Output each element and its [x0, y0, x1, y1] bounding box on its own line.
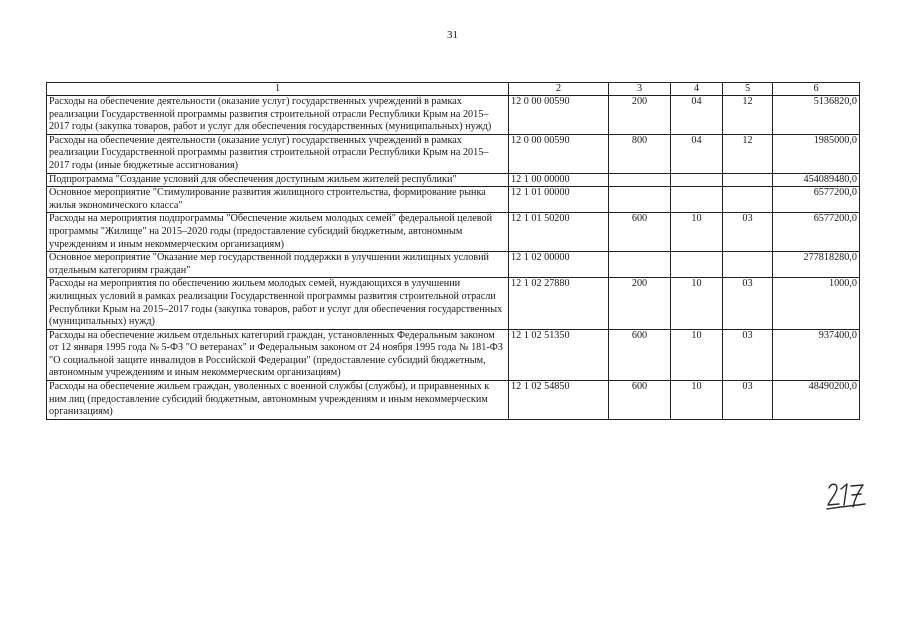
table-row — [47, 134, 860, 173]
row-col3: 200 — [609, 278, 671, 329]
row-col4 — [671, 187, 723, 213]
row-name: Основное мероприятие "Стимулирование развития жилищного строительства, формирование рынка жилья экономического класса" — [47, 187, 509, 213]
row-col3: 600 — [609, 213, 671, 252]
row-col5: 03 — [723, 329, 773, 380]
row-code: 12 0 00 00590 — [509, 134, 609, 173]
column-header: 1 — [47, 83, 509, 96]
row-name: Расходы на мероприятия подпрограммы "Обеспечение жильем молодых семей" федеральной целевой программы "Жилище" на 2015–2020 годы (предоставление субсидий бюджетным, автономным учреждениям и иным некоммерческим организациям) — [47, 213, 509, 252]
row-col3: 200 — [609, 96, 671, 135]
table-row — [47, 96, 860, 135]
row-code: 12 1 02 00000 — [509, 252, 609, 278]
row-col3: 800 — [609, 134, 671, 173]
row-sum: 277818280,0 — [773, 252, 860, 278]
row-col5: 12 — [723, 96, 773, 135]
row-col5 — [723, 252, 773, 278]
table-row — [47, 252, 860, 278]
row-sum: 6577200,0 — [773, 213, 860, 252]
row-col4: 04 — [671, 96, 723, 135]
row-code: 12 1 02 54850 — [509, 381, 609, 420]
row-code: 12 0 00 00590 — [509, 96, 609, 135]
row-col4: 10 — [671, 278, 723, 329]
row-sum: 1985000,0 — [773, 134, 860, 173]
row-col5: 03 — [723, 381, 773, 420]
row-sum: 937400,0 — [773, 329, 860, 380]
row-name: Основное мероприятие "Оказание мер государственной поддержки в улучшении жилищных условий отдельным категориям граждан" — [47, 252, 509, 278]
row-col4 — [671, 173, 723, 187]
page-number: 31 — [447, 29, 458, 41]
row-sum: 454089480,0 — [773, 173, 860, 187]
row-col3 — [609, 173, 671, 187]
row-name: Расходы на мероприятия по обеспечению жильем молодых семей, нуждающихся в улучшении жилищных условий в рамках реализации Государственной программы развития строительной отрасли Республики Крым на 2015–2017 годы (закупка товаров, работ и услуг для обеспечения государственных (муниципальных) нужд) — [47, 278, 509, 329]
row-col3: 600 — [609, 329, 671, 380]
column-header: 6 — [773, 83, 860, 96]
row-code: 12 1 01 50200 — [509, 213, 609, 252]
row-col4 — [671, 252, 723, 278]
column-header: 3 — [609, 83, 671, 96]
table-row — [47, 187, 860, 213]
row-col5: 03 — [723, 213, 773, 252]
row-sum: 5136820,0 — [773, 96, 860, 135]
row-col5 — [723, 187, 773, 213]
row-col3 — [609, 252, 671, 278]
table-header-row — [47, 83, 860, 96]
row-name: Расходы на обеспечение деятельности (оказание услуг) государственных учреждений в рамках реализации Государственной программы развития строительной отрасли Республики Крым на 2015–2017 годы (закупка товаров, работ и услуг для обеспечения государственных (муниципальных) нужд) — [47, 96, 509, 135]
column-header: 5 — [723, 83, 773, 96]
table-row — [47, 329, 860, 380]
budget-table — [46, 82, 860, 420]
row-code: 12 1 02 27880 — [509, 278, 609, 329]
column-header: 4 — [671, 83, 723, 96]
row-col5: 03 — [723, 278, 773, 329]
row-col5: 12 — [723, 134, 773, 173]
row-code: 12 1 01 00000 — [509, 187, 609, 213]
row-col4: 10 — [671, 213, 723, 252]
row-code: 12 1 02 51350 — [509, 329, 609, 380]
row-code: 12 1 00 00000 — [509, 173, 609, 187]
handwritten-page-mark — [825, 474, 875, 514]
row-name: Подпрограмма "Создание условий для обеспечения доступным жильем жителей республики" — [47, 173, 509, 187]
row-name: Расходы на обеспечение деятельности (оказание услуг) государственных учреждений в рамках реализации Государственной программы развития строительной отрасли Республики Крым на 2015–2017 годы (иные бюджетные ассигнования) — [47, 134, 509, 173]
row-col4: 04 — [671, 134, 723, 173]
row-col4: 10 — [671, 381, 723, 420]
table-row — [47, 173, 860, 187]
row-col3 — [609, 187, 671, 213]
row-sum: 6577200,0 — [773, 187, 860, 213]
row-name: Расходы на обеспечение жильем отдельных категорий граждан, установленных Федеральным законом от 12 января 1995 года № 5-ФЗ "О ветеранах" и Федеральным законом от 24 ноября 1995 года № 181-ФЗ "О социальной защите инвалидов в Российской Федерации" (предоставление субсидий бюджетным, автономным учреждениям и иным некоммерческим организациям) — [47, 329, 509, 380]
row-sum: 48490200,0 — [773, 381, 860, 420]
row-name: Расходы на обеспечение жильем граждан, уволенных с военной службы (службы), и приравненных к ним лиц (предоставление субсидий бюджетным, автономным учреждениям и иным некоммерческим организациям) — [47, 381, 509, 420]
row-col3: 600 — [609, 381, 671, 420]
table-row — [47, 381, 860, 420]
row-col5 — [723, 173, 773, 187]
row-col4: 10 — [671, 329, 723, 380]
table-row — [47, 213, 860, 252]
row-sum: 1000,0 — [773, 278, 860, 329]
column-header: 2 — [509, 83, 609, 96]
table-row — [47, 278, 860, 329]
